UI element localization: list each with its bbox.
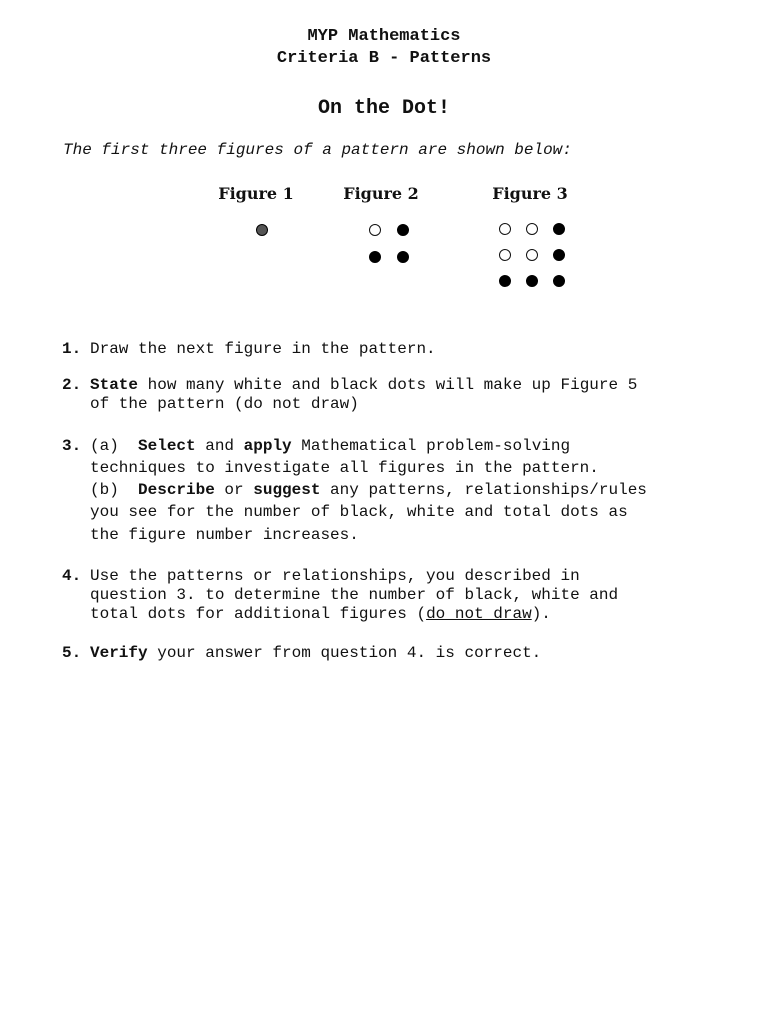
q2-bold-state: State	[90, 376, 139, 394]
q2-line-2: of the pattern (do not draw)	[90, 395, 359, 413]
q5-text	[90, 644, 541, 663]
fig3-dot-black	[499, 275, 511, 287]
figure-1-dots	[256, 224, 296, 244]
fig3-dot-black	[553, 249, 565, 261]
fig1-dot-grey	[256, 224, 268, 236]
intro-text: The first three figures of a pattern are shown below:	[63, 141, 572, 159]
fig2-dot-black	[397, 251, 409, 263]
fig2-dot-white	[369, 224, 381, 236]
fig3-dot-white	[526, 249, 538, 261]
q4-line-3-post: ).	[531, 605, 551, 623]
q3b-bold-suggest: suggest	[253, 481, 321, 499]
fig3-dot-white	[526, 223, 538, 235]
q4-line-3-pre: total dots for additional figures (	[90, 605, 427, 623]
figure-3-label: Figure 3	[492, 184, 568, 203]
fig3-dot-white	[499, 223, 511, 235]
q3b-bold-describe: Describe	[138, 481, 215, 499]
q5-bold-verify: Verify	[90, 644, 148, 662]
q2-number: 2.	[62, 376, 82, 394]
q3b-rest: any patterns, relationships/rules	[320, 481, 647, 499]
fig2-dot-black	[397, 224, 409, 236]
fig2-dot-black	[369, 251, 381, 263]
fig3-dot-black	[526, 275, 538, 287]
criteria-title: Criteria B - Patterns	[276, 49, 492, 68]
page-title: On the Dot!	[317, 97, 451, 120]
fig3-dot-black	[553, 275, 565, 287]
q4-number: 4.	[62, 567, 82, 585]
figure-2-dots	[369, 224, 429, 274]
course-title: MYP Mathematics	[307, 27, 461, 46]
q4-do-not-draw: do not draw	[426, 605, 532, 623]
q3-number: 3.	[62, 437, 82, 455]
fig3-dot-white	[499, 249, 511, 261]
q3a-and: and	[195, 437, 244, 455]
q3a-bold-select: Select	[138, 437, 196, 455]
q3b-line-3: the figure number increases.	[90, 526, 359, 544]
q2-line-1	[90, 376, 637, 395]
q3a-line-1	[90, 437, 570, 456]
q4-line-3	[90, 605, 551, 624]
figure-1-label: Figure 1	[218, 184, 294, 203]
q3b-line-2: you see for the number of black, white and total dots as	[90, 503, 628, 521]
q3a-label: (a)	[90, 437, 119, 455]
q5-number: 5.	[62, 644, 82, 662]
q2-line-1-rest: how many white and black dots will make up Figure 5	[138, 376, 638, 394]
q3b-label: (b)	[90, 481, 119, 499]
q3a-line-2: techniques to investigate all figures in the pattern.	[90, 459, 599, 477]
q3a-bold-apply: apply	[243, 437, 292, 455]
q3b-or: or	[214, 481, 254, 499]
q5-rest: your answer from question 4. is correct.	[147, 644, 542, 662]
q1-number: 1.	[62, 340, 82, 358]
figure-3-dots	[499, 223, 579, 303]
q4-line-1: Use the patterns or relationships, you described in	[90, 567, 580, 585]
figure-2-label: Figure 2	[343, 184, 419, 203]
q1-text: Draw the next figure in the pattern.	[90, 340, 436, 358]
q3b-line-1	[90, 481, 647, 500]
q4-line-2: question 3. to determine the number of black, white and	[90, 586, 619, 604]
q3a-rest: Mathematical problem-solving	[291, 437, 571, 455]
fig3-dot-black	[553, 223, 565, 235]
